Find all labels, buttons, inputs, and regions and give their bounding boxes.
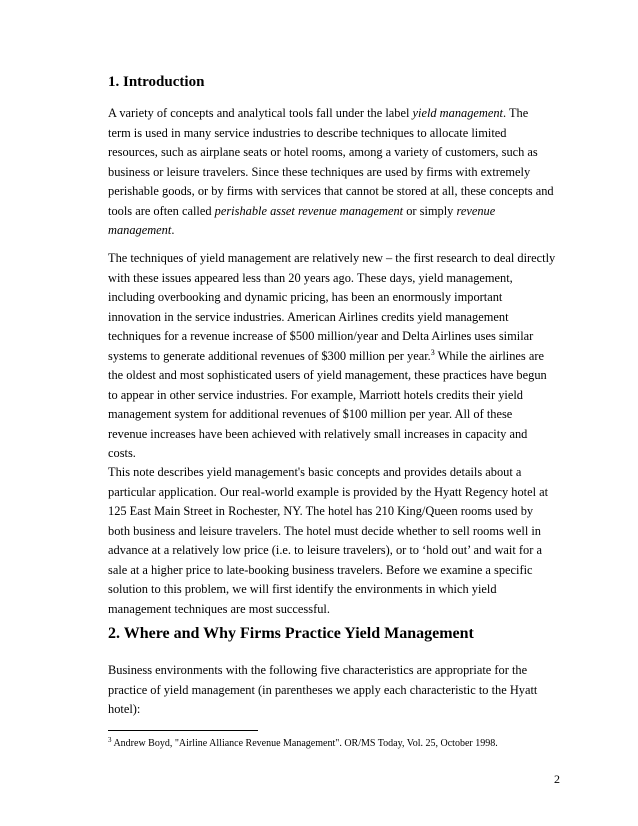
- italic-text: yield management: [412, 106, 503, 120]
- text-line: [108, 463, 560, 483]
- text-line: [108, 163, 560, 183]
- document-page: [108, 0, 560, 826]
- text-line: [108, 269, 560, 289]
- text-run: term is used in many service industries to describe techniques to allocate limited: [108, 125, 507, 140]
- text-line: [108, 483, 560, 503]
- text-run: Business environments with the following five characteristics are appropriate for the: [108, 663, 528, 677]
- text-line: [108, 522, 560, 542]
- text-line: [108, 221, 560, 241]
- text-line: [108, 561, 560, 581]
- text-run: practice of yield management (in parentheses we apply each characteristic to the Hyatt: [108, 682, 538, 697]
- paragraph: [108, 661, 560, 720]
- paragraph: [108, 249, 560, 464]
- text-line: [108, 182, 560, 202]
- footnote-ref: 3: [430, 347, 435, 357]
- text-run: revenue increases have been achieved with relatively small increases in capacity and: [108, 426, 528, 441]
- text-line: [108, 124, 560, 144]
- footnote-marker: 3: [108, 736, 112, 744]
- text-line: [108, 288, 560, 308]
- text-run: management techniques are most successful.: [108, 601, 330, 616]
- text-run: sale at a higher price to late-booking business travelers. Before we examine a specific: [108, 562, 533, 577]
- text-line: [108, 249, 560, 269]
- text-run: to appear in other service industries. For example, Marriott hotels credits their yield: [108, 387, 523, 402]
- page-number: 2: [554, 772, 560, 786]
- section-2-heading: 2. Where and Why Firms Practice Yield Management: [108, 625, 474, 642]
- footnote-text: Andrew Boyd, "Airline Alliance Revenue Management". OR/MS Today, Vol. 25, October 1998.: [111, 738, 498, 749]
- text-line: [108, 600, 560, 620]
- text-run: tools are often called: [108, 203, 215, 218]
- text-run: particular application. Our real-world example is provided by the Hyatt Regency hotel at: [108, 484, 549, 499]
- text-line: [108, 661, 560, 681]
- text-line: [108, 425, 560, 445]
- text-run: business or leisure travelers. Since these techniques are used by firms with extremely: [108, 164, 531, 179]
- text-run: techniques for a revenue increase of $500 million/year and Delta Airlines uses similar: [108, 329, 534, 343]
- text-line: [108, 308, 560, 328]
- text-line: [108, 143, 560, 163]
- italic-text: perishable asset revenue management: [214, 203, 404, 218]
- text-line: [108, 405, 560, 425]
- text-run: systems to generate additional revenues of $300 million per year.: [108, 348, 431, 363]
- text-line: [108, 386, 560, 406]
- section-1-heading: 1. Introduction: [108, 74, 205, 90]
- text-run: While the airlines are: [434, 348, 544, 363]
- footnote-separator: [108, 730, 258, 731]
- text-run: or simply: [403, 203, 457, 218]
- text-run: advance at a relatively low price (i.e. to leisure travelers), or to ‘hold out’ and wait for a: [108, 543, 542, 557]
- text-run: . The: [503, 106, 529, 120]
- text-run: the oldest and most sophisticated users of yield management, these practices have begun: [108, 368, 547, 382]
- text-line: [108, 327, 560, 347]
- text-run: innovation in the service industries. American Airlines credits yield management: [108, 309, 509, 324]
- text-line: [108, 541, 560, 561]
- text-run: 125 East Main Street in Rochester, NY. The hotel has 210 King/Queen rooms used by: [108, 504, 534, 518]
- text-line: [108, 104, 560, 124]
- text-run: hotel):: [108, 702, 141, 716]
- text-run: A variety of concepts and analytical tools fall under the label: [108, 106, 413, 120]
- text-line: [108, 580, 560, 600]
- italic-text: management: [108, 223, 172, 237]
- text-line: [108, 202, 560, 222]
- text-line: [108, 700, 560, 720]
- paragraph: [108, 463, 560, 619]
- text-run: management system for additional revenues of $100 million per year. All of these: [108, 407, 513, 421]
- text-line: [108, 347, 560, 367]
- text-run: .: [171, 223, 175, 237]
- text-run: with these issues appeared less than 20 years ago. These days, yield management,: [108, 270, 513, 285]
- text-line: [108, 444, 560, 464]
- text-line: [108, 502, 560, 522]
- text-run: both business and leisure travelers. The hotel must decide whether to sell rooms well in: [108, 523, 542, 538]
- italic-text: revenue: [456, 203, 496, 218]
- text-run: solution to this problem, we will first identify the environments in which yield: [108, 582, 497, 596]
- text-run: resources, such as airplane seats or hotel rooms, among a variety of customers, such as: [108, 145, 538, 159]
- text-run: The techniques of yield management are relatively new – the first research to deal directly: [108, 251, 556, 265]
- text-run: including overbooking and dynamic pricing, has been an enormously important: [108, 290, 503, 304]
- text-run: This note describes yield management's basic concepts and provides details about a: [108, 465, 522, 479]
- text-line: [108, 366, 560, 386]
- text-run: perishable goods, or by firms with services that cannot be stored at all, these concepts and: [108, 184, 554, 198]
- footnote: [108, 737, 498, 751]
- text-line: [108, 681, 560, 701]
- paragraph: [108, 104, 560, 241]
- text-run: costs.: [108, 446, 136, 460]
